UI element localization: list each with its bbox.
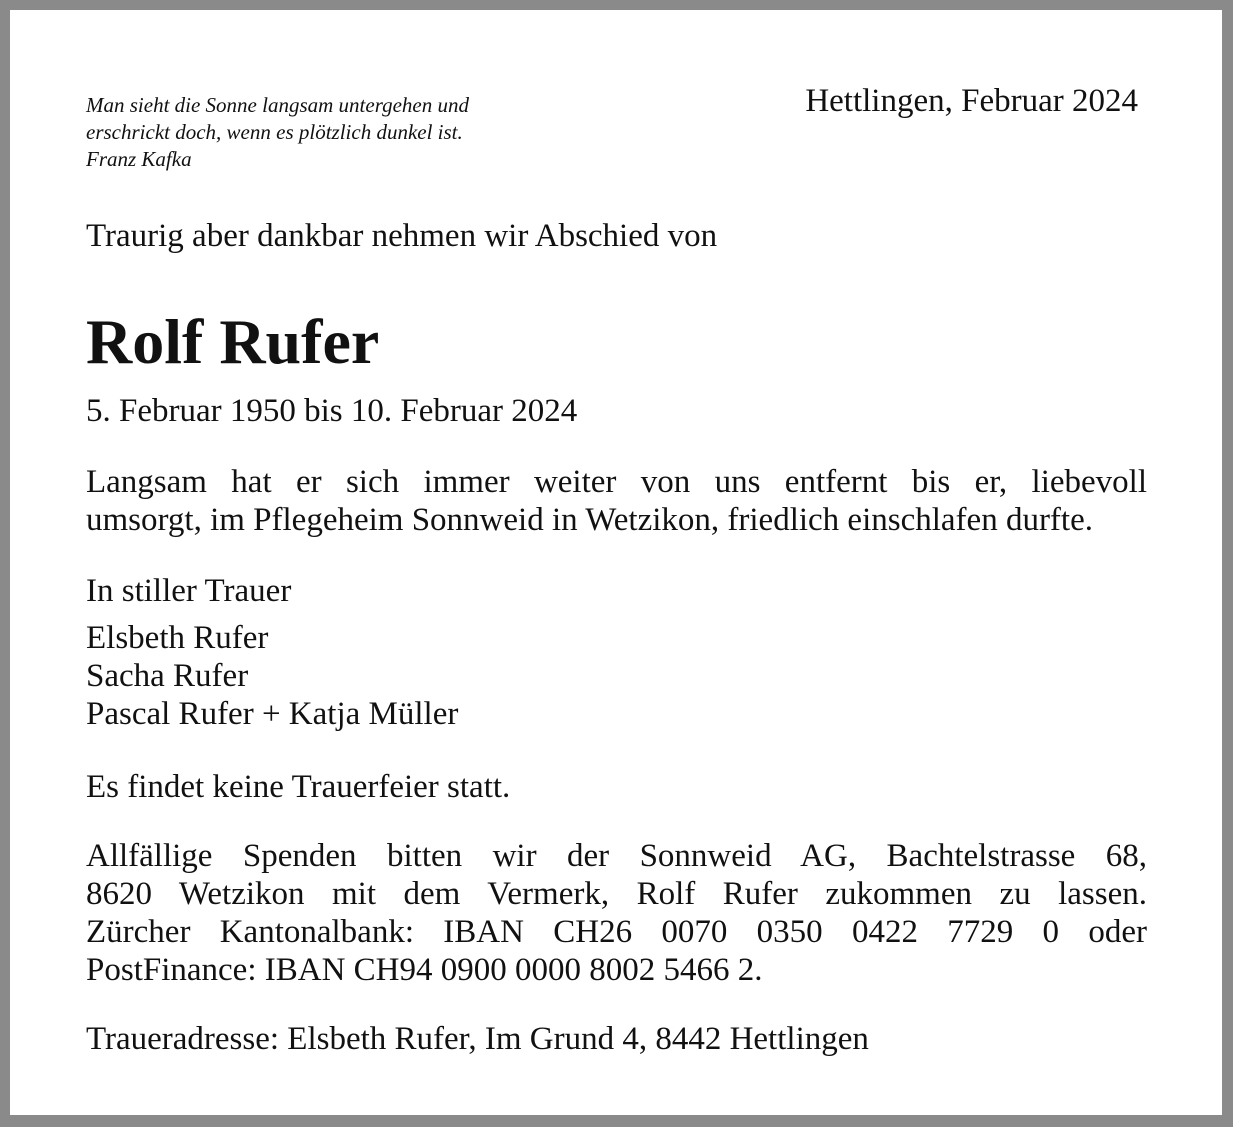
farewell-paragraph <box>86 463 1147 539</box>
place-date: Hettlingen, Februar 2024 <box>805 83 1138 119</box>
ceremony-note: Es findet keine Trauerfeier statt. <box>86 769 511 805</box>
intro-text: Traurig aber dankbar nehmen wir Abschied von <box>86 218 718 254</box>
farewell-line: umsorgt, im Pflegeheim Sonnweid in Wetzikon, friedlich einschlafen durfte. <box>86 502 1093 538</box>
deceased-name: Rolf Rufer <box>86 306 380 377</box>
mourners-list <box>86 619 458 733</box>
obituary-page <box>10 10 1222 1115</box>
kafka-quote <box>86 92 606 173</box>
mourning-label: In stiller Trauer <box>86 573 292 609</box>
donation-paragraph <box>86 837 1147 989</box>
quote-line: erschrickt doch, wenn es plötzlich dunkel ist. <box>86 120 463 144</box>
mourning-address: Traueradresse: Elsbeth Rufer, Im Grund 4, 8442 Hettlingen <box>86 1021 869 1057</box>
donation-line: 8620 Wetzikon mit dem Vermerk, Rolf Rufer zukommen zu lassen. <box>86 876 1147 912</box>
mourner-name: Pascal Rufer + Katja Müller <box>86 696 459 732</box>
donation-line: Zürcher Kantonalbank: IBAN CH26 0070 0350 0422 7729 0 oder <box>86 914 1147 950</box>
donation-line: PostFinance: IBAN CH94 0900 0000 8002 5466 2. <box>86 952 763 988</box>
quote-line: Man sieht die Sonne langsam untergehen und <box>86 93 469 117</box>
farewell-line: Langsam hat er sich immer weiter von uns entfernt bis er, liebevoll <box>86 464 1147 500</box>
mourner-name: Elsbeth Rufer <box>86 620 269 656</box>
quote-author: Franz Kafka <box>86 147 192 171</box>
life-dates: 5. Februar 1950 bis 10. Februar 2024 <box>86 393 578 429</box>
donation-line: Allfällige Spenden bitten wir der Sonnweid AG, Bachtelstrasse 68, <box>86 838 1147 874</box>
mourner-name: Sacha Rufer <box>86 658 249 694</box>
